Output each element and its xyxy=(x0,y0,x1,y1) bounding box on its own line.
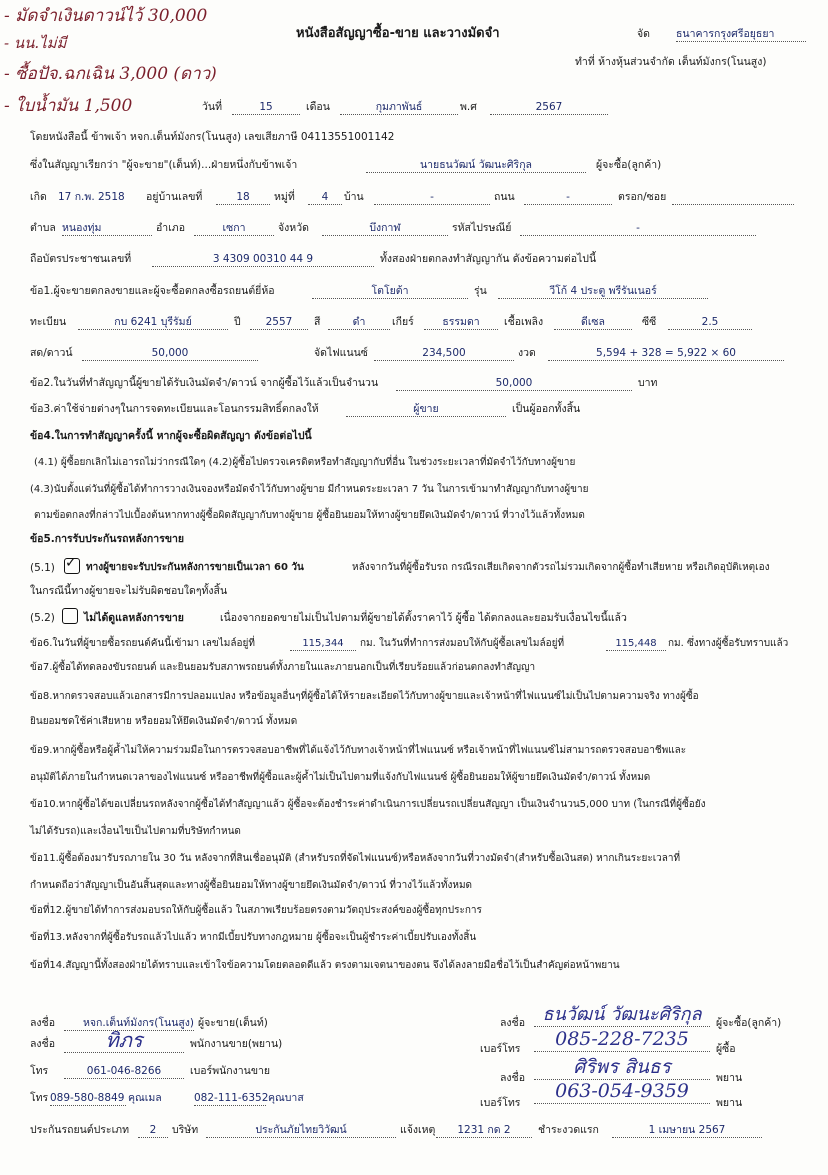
clause6-suffix: กม. ซึ่งทางผู้ซื้อรับทราบแล้ว xyxy=(668,638,789,649)
staff-sign-label: ลงชื่อ xyxy=(30,1038,55,1050)
gear-label: เกียร์ xyxy=(392,316,414,328)
staff-tel-suffix: เบอร์พนักงานขาย xyxy=(190,1065,271,1077)
witness-phone-suffix: พยาน xyxy=(716,1097,743,1109)
clause9-line2: อนุมัติได้ภายในกำหนดเวลาของไฟแนนซ์ หรืออาชีพที่ผู้ซื้อและผู้ค้ำไม่เป็นไปตามที่แจ้งกับไฟแนนซ์ ผู้ซื้อยินยอมให้ผู้ขายยึดเงินมัดจำ/ดาวน์ ทั้งหมด xyxy=(30,772,651,783)
office-tel2: 082-111-6352 xyxy=(194,1092,269,1104)
baht-unit: บาท xyxy=(638,377,658,389)
tambon-label: ตำบล xyxy=(30,222,56,234)
staff-tel-label: โทร xyxy=(30,1065,49,1077)
clause3-text: ข้อ3.ค่าใช้จ่ายต่างๆในการจดทะเบียนและโอนกรรมสิทธิ์ตกลงให้ xyxy=(30,403,319,415)
clause8-line1: ข้อ8.หากตรวจสอบแล้วเอกสารมีการปลอมแปลง หรือข้อมูลอื่นๆที่ผู้ซื้อได้ให้รายละเอียดไว้กับทางผู้ขายและเจ้าหน้าที่ไฟแนนซ์ไม่เป็นไปตามความจริง ทางผู้ซื้อ xyxy=(30,691,699,702)
clause9-line1: ข้อ9.หากผู้ซื้อหรือผู้ค้ำไม่ให้ความร่วมมือในการตรวจสอบอาชีพที่ได้แจ้งไว้กับทางเจ้าหน้าที่ไฟแนนซ์ หรือเจ้าหน้าที่ไฟแนนซ์ไม่สามารถตรวจสอบอาชีพและ xyxy=(30,745,687,756)
office-tel: 089-580-8849 xyxy=(50,1092,125,1104)
year-value: 2567 xyxy=(490,101,608,115)
seller-prefix: ซึ่งในสัญญาเรียกว่า "ผู้จะขาย"(เต็นท์)...ฝ่ายหนึ่งกับข้าพเจ้า xyxy=(30,159,298,171)
clause4-line2: (4.3)นับตั้งแต่วันที่ผู้ซื้อได้ทำการวางเงินจองหรือมัดจำไว้กับทางผู้ขาย มีกำหนดระยะเวลา 7 วัน ในการเข้ามาทำสัญญากับทางผู้ขาย xyxy=(30,484,589,495)
at-label: จัด xyxy=(637,28,650,40)
clause10-line1: ข้อ10.หากผู้ซื้อได้ขอเปลี่ยนรถหลังจากผู้ซื้อได้ทำสัญญาแล้ว ผู้ซื้อจะต้องชำระค่าดำเนินการเปลี่ยนรถเปลี่ยนสัญญา เป็นเงินจำนวน5,000 บาท (ในกรณีที่ผู้ซื้อยัง xyxy=(30,799,706,810)
buyer-phone-label: เบอร์โทร xyxy=(480,1043,521,1055)
house-label: อยู่บ้านเลขที่ xyxy=(146,191,203,203)
deposit-amount: 50,000 xyxy=(396,377,632,391)
clause14: ข้อที่14.สัญญานี้ทั้งสองฝ่ายได้ทราบและเข้าใจข้อความโดยตลอดดีแล้ว ตรงตามเจตนาของตน จึงได้ลงลายมือชื่อไว้เป็นสำคัญต่อหน้าพยาน xyxy=(30,960,620,971)
finance-value: 234,500 xyxy=(374,347,514,361)
fuel-label: เชื้อเพลิง xyxy=(504,316,544,328)
seller-role: ผู้จะขาย(เต็นท์) xyxy=(198,1017,268,1029)
margin-note-emergency: - ซื้อปัจ.ฉกเฉิน 3,000 (ดาว) xyxy=(4,64,217,84)
no-warranty-checkbox[interactable] xyxy=(62,608,78,624)
margin-note-fuel: - ใบน้ำมัน 1,500 xyxy=(4,96,133,116)
installment-label: งวด xyxy=(518,347,536,359)
installment-value: 5,594 + 328 = 5,922 × 60 xyxy=(548,347,784,361)
road-label: ถนน xyxy=(494,191,515,203)
office-contact: คุณเมล xyxy=(128,1092,162,1104)
notify-label: แจ้งเหตุ xyxy=(400,1124,436,1136)
color-value: ดำ xyxy=(328,316,390,330)
born-value: 17 ก.พ. 2518 xyxy=(58,191,125,203)
year-label: พ.ศ xyxy=(460,101,477,113)
car-year-label: ปี xyxy=(234,316,241,328)
clause5-2-bold: ไม่ได้ดูแลหลังการขาย xyxy=(84,612,184,624)
seller-name: หจก.เต็นท์มังกร(โนนสูง) xyxy=(64,1017,194,1031)
village-label: บ้าน xyxy=(344,191,364,203)
down-label: สด/ดาวน์ xyxy=(30,347,73,359)
staff-signature: ทิภร xyxy=(64,1028,184,1053)
buyer-sign-label: ลงชื่อ xyxy=(500,1017,525,1029)
buyer-phone-suffix: ผู้ซื้อ xyxy=(716,1043,736,1055)
insurance-company: ประกันภัยไทยวิวัฒน์ xyxy=(206,1124,396,1138)
amphoe-value: เซกา xyxy=(194,222,274,236)
staff-role: พนักงานขาย(พยาน) xyxy=(190,1038,283,1050)
id-label: ถือบัตรประชาชนเลขที่ xyxy=(30,253,132,265)
fuel-value: ดีเซล xyxy=(554,316,632,330)
reg-value: กบ 6241 บุรีรัมย์ xyxy=(78,316,228,330)
province-value: บึงกาฬ xyxy=(322,222,448,236)
down-value: 50,000 xyxy=(82,347,258,361)
clause4-title: ข้อ4.ในการทำสัญญาครั้งนี้ หากผู้จะซื้อผิดสัญญา ดังข้อต่อไปนี้ xyxy=(30,430,312,442)
fee-payer: ผู้ขาย xyxy=(346,403,506,417)
mileage-in: 115,344 xyxy=(290,638,356,651)
staff-tel: 061-046-8266 xyxy=(64,1065,184,1079)
buyer-name: นายธนวัฒน์ วัฒนะศิริกุล xyxy=(366,159,586,173)
document-title: หนังสือสัญญาซื้อ-ขาย และวางมัดจำ xyxy=(296,26,500,41)
clause5-1-bold: ทางผู้ขายจะรับประกันหลังการขายเป็นเวลา 60 วัน xyxy=(86,562,304,573)
clause11-line2: กำหนดถือว่าสัญญาเป็นอันสิ้นสุดและทางผู้ซื้อยินยอมให้ทางผู้ขายยึดเงินมัดจำ/ดาวน์ ที่วางไว้แล้วทั้งหมด xyxy=(30,880,473,891)
notify-number: 1231 กด 2 xyxy=(436,1124,532,1138)
clause7: ข้อ7.ผู้ซื้อได้ทดลองขับรถยนต์ และยินยอมรับสภาพรถยนต์ทั้งภายในและภายนอกเป็นที่เรียบร้อยแล้วก่อนตกลงทำสัญญา xyxy=(30,662,536,673)
clause4-line3: ตามข้อตกลงที่กล่าวไปเบื้องต้นหากทางผู้ซื้อผิดสัญญากับทางผู้ขาย ผู้ซื้อยินยอมให้ทางผู้ขายยึดเงินมัดจำ/ดาวน์ ที่วางไว้แล้วทั้งหมด xyxy=(34,510,585,521)
buyer-signature: ธนวัฒน์ วัฒนะศิริกุล xyxy=(534,1004,710,1027)
margin-note-none: - นน.ไม่มี xyxy=(4,34,67,52)
first-payment-date: 1 เมษายน 2567 xyxy=(612,1124,762,1138)
id-value: 3 4309 00310 44 9 xyxy=(152,253,374,267)
office-contact2: คุณบาส xyxy=(268,1092,304,1104)
clause5-1-rest: หลังจากวันที่ผู้ซื้อรับรถ กรณีรถเสียเกิดจากตัวรถไม่รวมเกิดจากผู้ซื้อทำเสียหาย หรือเกิดอุบัติเหตุเอง xyxy=(352,562,770,573)
warranty-checkbox[interactable] xyxy=(64,555,80,574)
cc-label: ซีซี xyxy=(642,316,657,328)
buyer-suffix: ผู้จะซื้อ(ลูกค้า) xyxy=(596,159,662,171)
model-label: รุ่น xyxy=(474,285,487,297)
witness-sign-label: ลงชื่อ xyxy=(500,1072,525,1084)
born-label: เกิด xyxy=(30,191,47,203)
clause6-mid: กม. ในวันที่ทำการส่งมอบให้กับผู้ซื้อเลขไมล์อยู่ที่ xyxy=(360,638,565,649)
clause5-title: ข้อ5.การรับประกันรถหลังการขาย xyxy=(30,533,185,545)
soi-value xyxy=(672,191,794,205)
insurance-company-label: บริษัท xyxy=(172,1124,199,1136)
month-value: กุมภาพันธ์ xyxy=(340,101,458,115)
seller-sign-label: ลงชื่อ xyxy=(30,1017,55,1029)
clause10-line2: ไม่ได้รับรถ)และเงื่อนไขเป็นไปตามที่บริษัทกำหนด xyxy=(30,826,241,837)
buyer-role: ผู้จะซื้อ(ลูกค้า) xyxy=(716,1017,782,1029)
cc-value: 2.5 xyxy=(668,316,752,330)
clause13: ข้อที่13.หลังจากที่ผู้ซื้อรับรถแล้วไปแล้ว หากมีเบี้ยปรับทางกฎหมาย ผู้ซื้อจะเป็นผู้ชำระค่าเบี้ยปรับเองทั้งสิ้น xyxy=(30,932,477,943)
finance-label: จัดไฟแนนซ์ xyxy=(314,347,368,359)
month-label: เดือน xyxy=(306,101,330,113)
clause8-line2: ยินยอมชดใช้ค่าเสียหาย หรือยอมให้ยึดเงินมัดจำ/ดาวน์ ทั้งหมด xyxy=(30,716,298,727)
check-icon: ✓ xyxy=(65,555,77,571)
intro-line: โดยหนังสือนี้ ข้าพเจ้า หจก.เต็นท์มังกร(โนนสูง) เลขเสียภาษี 04113551001142 xyxy=(30,131,395,143)
moo-value: 4 xyxy=(308,191,342,205)
reg-label: ทะเบียน xyxy=(30,316,67,328)
soi-label: ตรอก/ซอย xyxy=(618,191,667,203)
clause5-2-num: (5.2) xyxy=(30,612,55,624)
insurance-type-label: ประกันรถยนต์ประเภท xyxy=(30,1124,130,1136)
tambon-value: หนองทุ่ม xyxy=(62,222,152,236)
office-tel-label: โทร xyxy=(30,1092,49,1104)
place-of-contract: ทำที่ ห้างหุ้นส่วนจำกัด เต็นท์มังกร(โนนสูง) xyxy=(575,56,767,68)
car-year: 2557 xyxy=(250,316,308,330)
buyer-phone: 085-228-7235 xyxy=(534,1028,710,1052)
bank-name: ธนาคารกรุงศรีอยุธยา xyxy=(676,28,806,42)
clause6-text: ข้อ6.ในวันที่ผู้ขายซื้อรถยนต์คันนี้เข้ามา เลขไมล์อยู่ที่ xyxy=(30,638,255,649)
clause5-1-num: (5.1) xyxy=(30,562,55,574)
car-model: วีโก้ 4 ประตู พรีรันเนอร์ xyxy=(498,285,708,299)
first-payment-label: ชำระงวดแรก xyxy=(538,1124,599,1136)
postal-value: - xyxy=(520,222,756,236)
clause1-text: ข้อ1.ผู้จะขายตกลงขายและผู้จะซื้อตกลงซื้อรถยนต์ยี่ห้อ xyxy=(30,285,275,297)
id-suffix: ทั้งสองฝ่ายตกลงทำสัญญากัน ดังข้อความต่อไปนี้ xyxy=(380,253,597,265)
witness-phone: 063-054-9359 xyxy=(534,1080,710,1104)
clause5-2-rest: เนื่องจากยอดขายไม่เป็นไปตามที่ผู้ขายได้ตั้งราคาไว้ ผู้ซื้อ ได้ตกลงและยอมรับเงื่อนไขนี้แล้ว xyxy=(220,612,627,624)
color-label: สี xyxy=(314,316,321,328)
gear-value: ธรรมดา xyxy=(424,316,498,330)
amphoe-label: อำเภอ xyxy=(156,222,186,234)
witness-role: พยาน xyxy=(716,1072,743,1084)
clause4-line1: (4.1) ผู้ซื้อยกเลิกไม่เอารถไม่ว่ากรณีใดๆ (4.2)ผู้ซื้อไปตรวจเครดิตหรือทำสัญญากับที่อื่น ในช่วงระยะเวลาที่มัดจำไว้กับทางผู้ขาย xyxy=(34,457,576,468)
clause12: ข้อที่12.ผู้ขายได้ทำการส่งมอบรถให้กับผู้ซื้อแล้ว ในสภาพเรียบร้อยตรงตามวัตถุประสงค์ของผู้ซื้อทุกประการ xyxy=(30,905,482,916)
province-label: จังหวัด xyxy=(278,222,309,234)
margin-note-deposit: - มัดจำเงินดาวน์ไว้ 30,000 xyxy=(4,6,208,26)
postal-label: รหัสไปรษณีย์ xyxy=(452,222,512,234)
witness-signature: ศิริพร สินธร xyxy=(534,1056,710,1080)
clause3-suffix: เป็นผู้ออกทั้งสิ้น xyxy=(512,403,581,415)
mileage-out: 115,448 xyxy=(606,638,666,651)
village-value: - xyxy=(374,191,490,205)
day-label: วันที่ xyxy=(202,101,222,113)
road-value: - xyxy=(524,191,612,205)
witness-phone-label: เบอร์โทร xyxy=(480,1097,521,1109)
clause5-1-line2: ในกรณีนี้ทางผู้ขายจะไม่รับผิดชอบใดๆทั้งสิ้น xyxy=(30,585,228,597)
day-value: 15 xyxy=(232,101,300,115)
moo-label: หมู่ที่ xyxy=(274,191,295,203)
car-brand: โตโยต้า xyxy=(312,285,468,299)
insurance-type: 2 xyxy=(138,1124,168,1138)
house-value: 18 xyxy=(216,191,270,205)
clause11-line1: ข้อ11.ผู้ซื้อต้องมารับรถภายใน 30 วัน หลังจากที่สินเชื่ออนุมัติ (สำหรับรถที่จัดไฟแนนซ์)หรือหลังจากวันที่วางมัดจำ(สำหรับซื้อเงินสด) หากเกินระยะเวลาที่ xyxy=(30,853,681,864)
clause2-text: ข้อ2.ในวันที่ทำสัญญานี้ผู้ขายได้รับเงินมัดจำ/ดาวน์ จากผู้ซื้อไว้แล้วเป็นจำนวน xyxy=(30,377,379,389)
